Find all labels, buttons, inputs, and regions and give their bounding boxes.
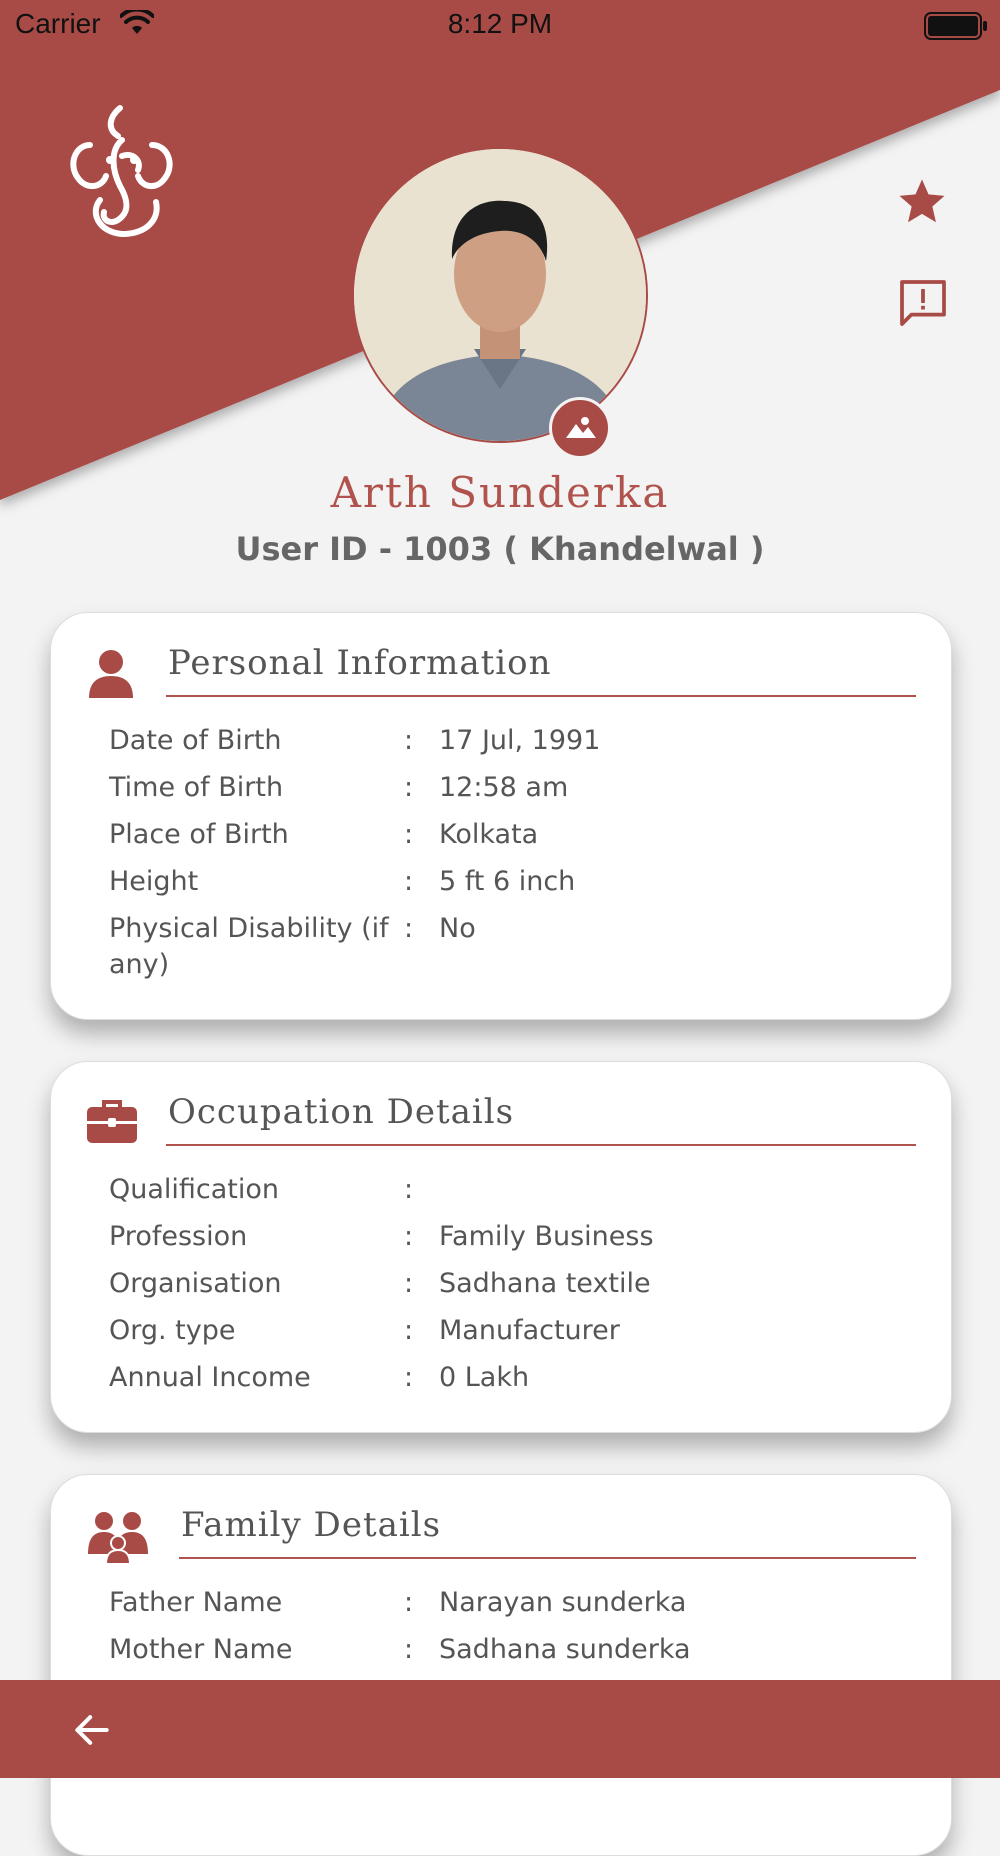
row-label: Date of Birth <box>109 725 282 756</box>
card-title: Occupation Details <box>168 1092 515 1132</box>
list-item <box>109 1266 909 1302</box>
profile-photo-image <box>354 149 646 441</box>
row-label: Organisation <box>109 1268 282 1299</box>
row-label: Time of Birth <box>109 772 284 803</box>
list-item <box>109 817 909 853</box>
row-label: Profession <box>109 1221 248 1252</box>
row-separator: : <box>404 1634 414 1665</box>
profile-photo-container <box>352 147 648 443</box>
row-value: Sadhana textile <box>439 1268 651 1299</box>
occupation-details-card <box>50 1061 952 1433</box>
row-label: Annual Income <box>109 1362 311 1393</box>
card-header <box>86 643 916 698</box>
status-time: 8:12 PM <box>447 8 553 39</box>
list-item <box>109 911 909 983</box>
back-arrow-icon[interactable] <box>70 1708 114 1752</box>
list-item <box>109 1219 909 1255</box>
profile-name: Arth Sunderka <box>330 468 670 517</box>
bottom-bar <box>0 1680 1000 1778</box>
row-separator: : <box>404 866 414 897</box>
row-value: No <box>439 913 476 944</box>
row-separator: : <box>404 1174 414 1205</box>
row-separator: : <box>404 913 414 944</box>
card-divider <box>166 1144 916 1146</box>
ganesha-logo-icon <box>60 100 185 240</box>
report-message-icon[interactable] <box>895 275 951 331</box>
card-header <box>86 1092 916 1147</box>
row-label: Mother Name <box>109 1634 293 1665</box>
family-info-list <box>109 1585 909 1679</box>
row-label: Org. type <box>109 1315 236 1346</box>
person-icon <box>86 648 136 698</box>
list-item <box>109 1172 909 1208</box>
row-separator: : <box>404 819 414 850</box>
row-label: Height <box>109 866 199 897</box>
carrier-label: Carrier <box>15 8 101 39</box>
row-label: Father Name <box>109 1587 283 1618</box>
row-value: Manufacturer <box>439 1315 620 1346</box>
row-value: Sadhana sunderka <box>439 1634 691 1665</box>
status-bar <box>0 0 1000 50</box>
row-value: Narayan sunderka <box>439 1587 687 1618</box>
list-item <box>109 1585 909 1621</box>
row-separator: : <box>404 1315 414 1346</box>
list-item <box>109 864 909 900</box>
card-divider <box>166 695 916 697</box>
row-label: Qualification <box>109 1174 280 1205</box>
star-icon[interactable] <box>895 175 949 229</box>
row-separator: : <box>404 1362 414 1393</box>
occupation-info-list <box>109 1172 909 1407</box>
list-item <box>109 723 909 759</box>
row-separator: : <box>404 725 414 756</box>
card-title: Family Details <box>181 1505 442 1545</box>
list-item <box>109 1313 909 1349</box>
row-separator: : <box>404 1221 414 1252</box>
row-value: Kolkata <box>439 819 539 850</box>
row-separator: : <box>404 1268 414 1299</box>
list-item <box>109 1632 909 1668</box>
row-separator: : <box>404 1587 414 1618</box>
briefcase-icon <box>86 1097 138 1147</box>
family-icon <box>86 1510 150 1564</box>
row-label: Physical Disability (if any) <box>109 913 389 980</box>
image-icon <box>552 400 608 456</box>
card-divider <box>179 1557 916 1559</box>
list-item <box>109 770 909 806</box>
row-value <box>439 1172 909 1208</box>
row-value: 0 Lakh <box>439 1362 530 1393</box>
personal-information-card <box>50 612 952 1020</box>
list-item <box>109 1360 909 1396</box>
change-photo-button[interactable] <box>549 397 611 459</box>
user-id: User ID - 1003 ( Khandelwal ) <box>235 530 765 568</box>
row-label: Place of Birth <box>109 819 289 850</box>
row-value: 17 Jul, 1991 <box>439 725 601 756</box>
card-header <box>86 1505 916 1560</box>
row-value: 12:58 am <box>439 772 569 803</box>
row-value: 5 ft 6 inch <box>439 866 576 897</box>
row-separator: : <box>404 772 414 803</box>
profile-photo <box>352 147 648 443</box>
card-title: Personal Information <box>168 643 552 683</box>
row-value: Family Business <box>439 1221 654 1252</box>
personal-info-list <box>109 723 909 994</box>
family-details-card <box>50 1474 952 1856</box>
battery-icon <box>924 12 988 40</box>
